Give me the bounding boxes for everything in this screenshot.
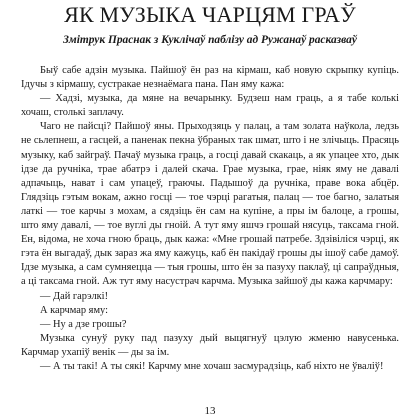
story-attribution: Змітрук Праснак з Куклічаў паблізу ад Ружанаў расказваў [63,34,357,46]
story-paragraph: — Хадзі, музыка, да мяне на вечарынку. Будзеш нам граць, а я табе колькі хочаш, столькі заплачу. [21,93,399,119]
story-paragraph: Музыка сунуў руку пад пазуху дый выцягнуў цэлую жменю навусенька. Карчмар ухапіў венік — ды за ім. [21,332,399,358]
story-paragraph: — Дай гарэлкі! [40,290,109,302]
story-paragraph: — Ну а дзе грошы? [40,318,127,330]
story-body [21,64,399,374]
story-paragraph: Чаго не пайсці? Пайшоў яны. Прыходзяць у палац, а там золата наўкола, ледзь не сьлепнеш, а гасцей, а паненак пекна ўбраных так шмат, што і не злічыць. Прасяць музыку, каб зайграў. Пачаў музыка граць, а госці давай скакаць, а як упацее хто, дык ідзе да ручніка, трае абатрэ і далей скача. Грае музыка, грае, ніяк яму не давалі адпачыць, нават і сам упацеў, граючы. Падышоў да ручніка, праве вока абцёр. Глядзіць гэтым вокам, ажно госці — тое чэрці рагатыя, палац — тое багно, залатыя латкі — тое карчы з мохам, а сядзіць ён сам на купіне, а пры ім балоце, а грошы, што яму давалі, — тое вуглі ды гноій. А тут яму яшчэ грошай нясуць, таксама гной. Ен, відома, не хоча гною браць, дык кажа: «Мне грошай патребе. Здзівіліся чэрці, як гэта ён выгадаў, дык зараз жа яму кажуць, каб ён пакідаў грошы ды ішоў сабе дамоў. Ідзе музыка, а сам сумняецца — тыя грошы, што ён за пазуху паклаў, ці сапраўдныя, а ці таксама гной. Аж тут яму насустрач карчма. Музыка зайшоў ды кажа карчмару: [21,121,399,288]
page-number: 13 [204,405,216,417]
story-paragraph: — А ты такі! А ты сякі! Карчму мне хочаш засмурадзіць, каб ніхто не ўваліў! [40,360,384,372]
page-title: ЯК МУЗЫКА ЧАРЦЯМ ГРАЎ [64,2,356,27]
story-paragraph: А карчмар яму: [40,304,108,316]
story-paragraph: Быў сабе адзін музыка. Пайшоў ён раз на кірмаш, каб новую скрыпку купіць. Ідучы з кірмашу, сустракае незнаёмага пана. Пан яму кажа: [21,65,399,91]
